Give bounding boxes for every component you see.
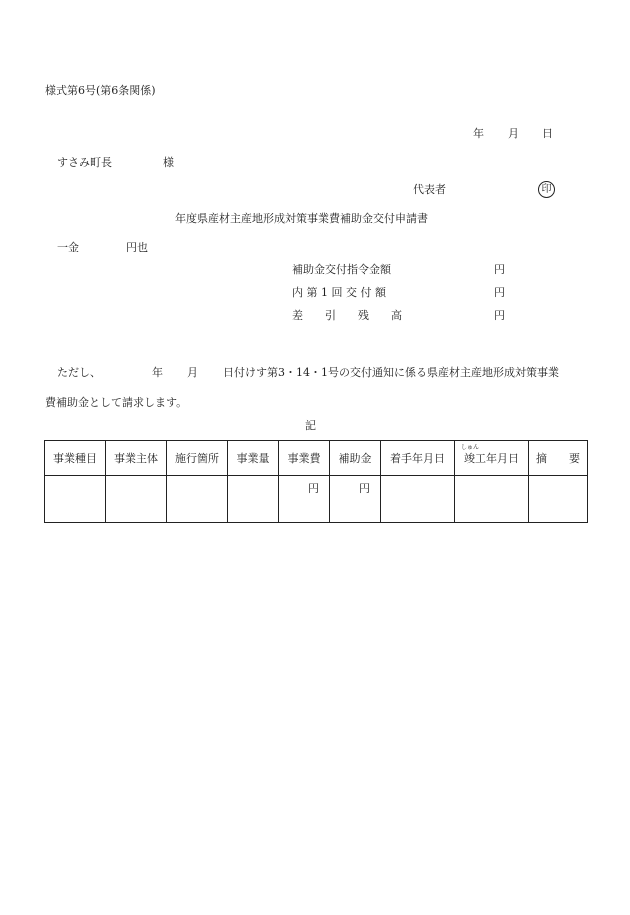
addressee-name: すさみ町長: [57, 156, 112, 169]
header-cell-completion: [455, 441, 529, 476]
body-text-line1: 日付けす第3・14・1号の交付通知に係る県産材主産地形成対策事業: [223, 366, 559, 379]
header-cell: 摘 要: [529, 441, 588, 476]
table-cell: [529, 476, 588, 523]
table-cell-subsidy: 円: [330, 476, 381, 523]
table-cell: [167, 476, 228, 523]
header-cell: 補助金: [330, 441, 381, 476]
document-title: 年度県産材主産地形成対策事業費補助金交付申請書: [175, 212, 428, 225]
body-text-line2: 費補助金として請求します。: [45, 396, 188, 409]
amount-suffix: 円也: [126, 241, 148, 254]
table-row: [45, 476, 588, 523]
summary-label-grant: 補助金交付指令金額: [292, 263, 391, 276]
summary-label-first: 内 第 1 回 交 付 額: [292, 286, 386, 299]
header-cell: 事業種目: [45, 441, 106, 476]
body-prefix: ただし、: [57, 366, 101, 379]
amount-prefix: 一金: [57, 241, 79, 254]
summary-label-balance: 差 引 残 高: [292, 309, 402, 322]
header-cell: 着手年月日: [381, 441, 455, 476]
completion-header-text: 竣工年月日: [464, 452, 519, 465]
seal-mark: 印: [538, 181, 555, 198]
form-number: 様式第6号(第6条関係): [45, 84, 156, 97]
ruby-annotation: しゅん: [461, 444, 480, 451]
table-header-row: [45, 441, 588, 476]
summary-unit-grant: 円: [494, 263, 505, 276]
table-cell: [106, 476, 167, 523]
body-month: 月: [187, 366, 198, 379]
summary-unit-balance: 円: [494, 309, 505, 322]
header-cell: 事業費: [279, 441, 330, 476]
table-cell-cost: 円: [279, 476, 330, 523]
body-year: 年: [152, 366, 163, 379]
date-year-label: 年: [473, 127, 484, 140]
detail-table: [44, 440, 588, 523]
addressee-honorific: 様: [163, 156, 174, 169]
representative-label: 代表者: [413, 183, 446, 196]
table-cell: [455, 476, 529, 523]
table-cell: [228, 476, 279, 523]
completion-ruby-wrapper: [461, 444, 519, 466]
header-cell: 事業量: [228, 441, 279, 476]
table-cell: [45, 476, 106, 523]
date-day-label: 日: [542, 127, 553, 140]
header-cell: 事業主体: [106, 441, 167, 476]
header-cell: 施行箇所: [167, 441, 228, 476]
table-cell: [381, 476, 455, 523]
date-month-label: 月: [508, 127, 519, 140]
summary-unit-first: 円: [494, 286, 505, 299]
ki-heading: 記: [305, 419, 316, 432]
